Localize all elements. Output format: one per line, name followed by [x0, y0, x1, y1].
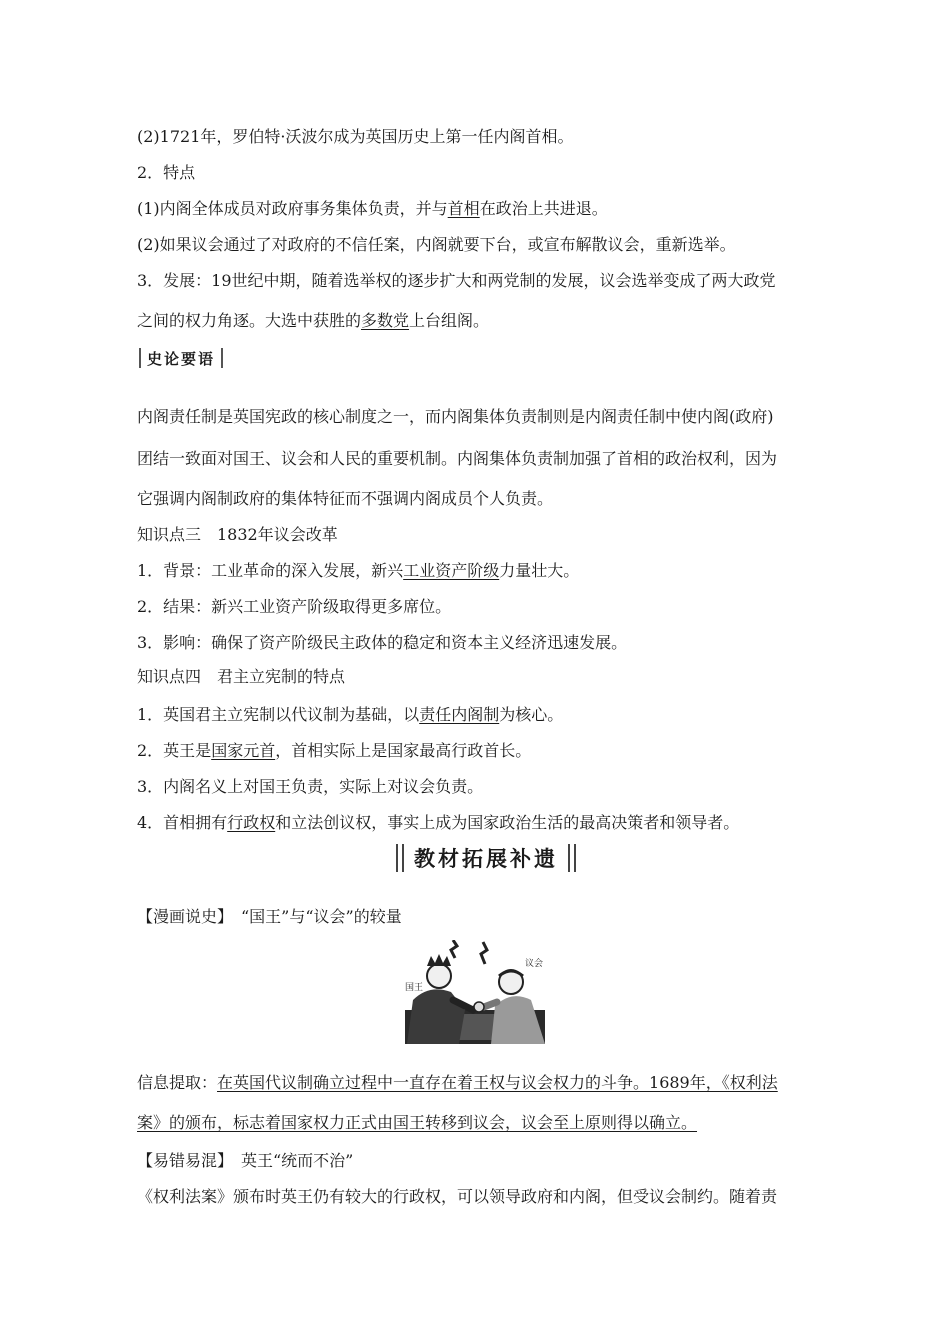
divider — [221, 348, 223, 368]
knowledge-point-title: 知识点三 1832年议会改革 — [137, 525, 338, 544]
essay-line: 内阁责任制是英国宪政的核心制度之一，而内阁集体负责制则是内阁责任制中使内阁(政府) — [137, 407, 774, 426]
list-item: 1．英国君主立宪制以代议制为基础，以责任内阁制为核心。 — [137, 705, 564, 724]
divider — [568, 844, 570, 872]
confuse-title: 【易错易混】 英王“统而不治” — [137, 1151, 354, 1170]
info-label: 信息提取： — [137, 1073, 218, 1092]
underlined-text: 案》的颁布，标志着国家权力正式由国王转移到议会，议会至上原则得以确立。 — [137, 1113, 698, 1132]
list-item: 1．背景：工业革命的深入发展，新兴工业资产阶级力量壮大。 — [137, 561, 580, 580]
text-line: (2)如果议会通过了对政府的不信任案，内阁就要下台，或宣布解散议会，重新选举。 — [137, 235, 736, 254]
text-line: (2)1721年，罗伯特·沃波尔成为英国历史上第一任内阁首相。 — [137, 127, 574, 146]
text-line: 之间的权力角逐。大选中获胜的多数党上台组阁。 — [137, 311, 490, 330]
confuse-text: 《权利法案》颁布时英王仍有较大的行政权，可以领导政府和内阁，但受议会制约。随着责 — [137, 1187, 778, 1206]
section-banner — [394, 841, 578, 875]
divider — [402, 844, 404, 872]
cartoon-illustration — [399, 940, 551, 1044]
divider — [396, 844, 398, 872]
underlined-term: 国家元首 — [211, 741, 276, 760]
info-line — [137, 1112, 817, 1134]
list-item: 2．结果：新兴工业资产阶级取得更多席位。 — [137, 597, 452, 616]
underlined-term: 行政权 — [227, 813, 276, 832]
section-tag-label: 史论要语 — [147, 349, 216, 368]
comic-title: 【漫画说史】 “国王”与“议会”的较量 — [137, 907, 402, 926]
list-item: 4．首相拥有行政权和立法创议权，事实上成为国家政治生活的最高决策者和领导者。 — [137, 813, 740, 832]
essay-line: 它强调内阁制政府的集体特征而不强调内阁成员个人负责。 — [137, 489, 554, 508]
divider — [139, 348, 141, 368]
divider — [574, 844, 576, 872]
text-line: (1)内阁全体成员对政府事务集体负责，并与首相在政治上共进退。 — [137, 199, 608, 218]
knowledge-point-title: 知识点四 君主立宪制的特点 — [137, 667, 346, 686]
essay-line: 团结一致面对国王、议会和人民的重要机制。内阁集体负责制加强了首相的政治权利，因为 — [137, 449, 778, 468]
section-tag — [137, 346, 225, 370]
list-item: 3．影响：确保了资产阶级民主政体的稳定和资本主义经济迅速发展。 — [137, 633, 628, 652]
parliament-label: 议会 — [525, 959, 544, 969]
text-line: 2．特点 — [137, 163, 196, 182]
underlined-text: 在英国代议制确立过程中一直存在着王权与议会权力的斗争。1689年，《权利法 — [217, 1073, 778, 1092]
underlined-term: 多数党 — [361, 311, 410, 330]
banner-title: 教材拓展补遗 — [414, 847, 558, 871]
info-line — [137, 1072, 817, 1094]
list-item: 3．内阁名义上对国王负责，实际上对议会负责。 — [137, 777, 484, 796]
king-label: 国王 — [405, 983, 424, 993]
underlined-term: 工业资产阶级 — [403, 561, 500, 580]
text-line: 3．发展：19世纪中期，随着选举权的逐步扩大和两党制的发展，议会选举变成了两大政党 — [137, 271, 776, 290]
underlined-term: 首相 — [447, 199, 480, 218]
underlined-term: 责任内阁制 — [419, 705, 500, 724]
list-item: 2．英王是国家元首，首相实际上是国家最高行政首长。 — [137, 741, 532, 760]
